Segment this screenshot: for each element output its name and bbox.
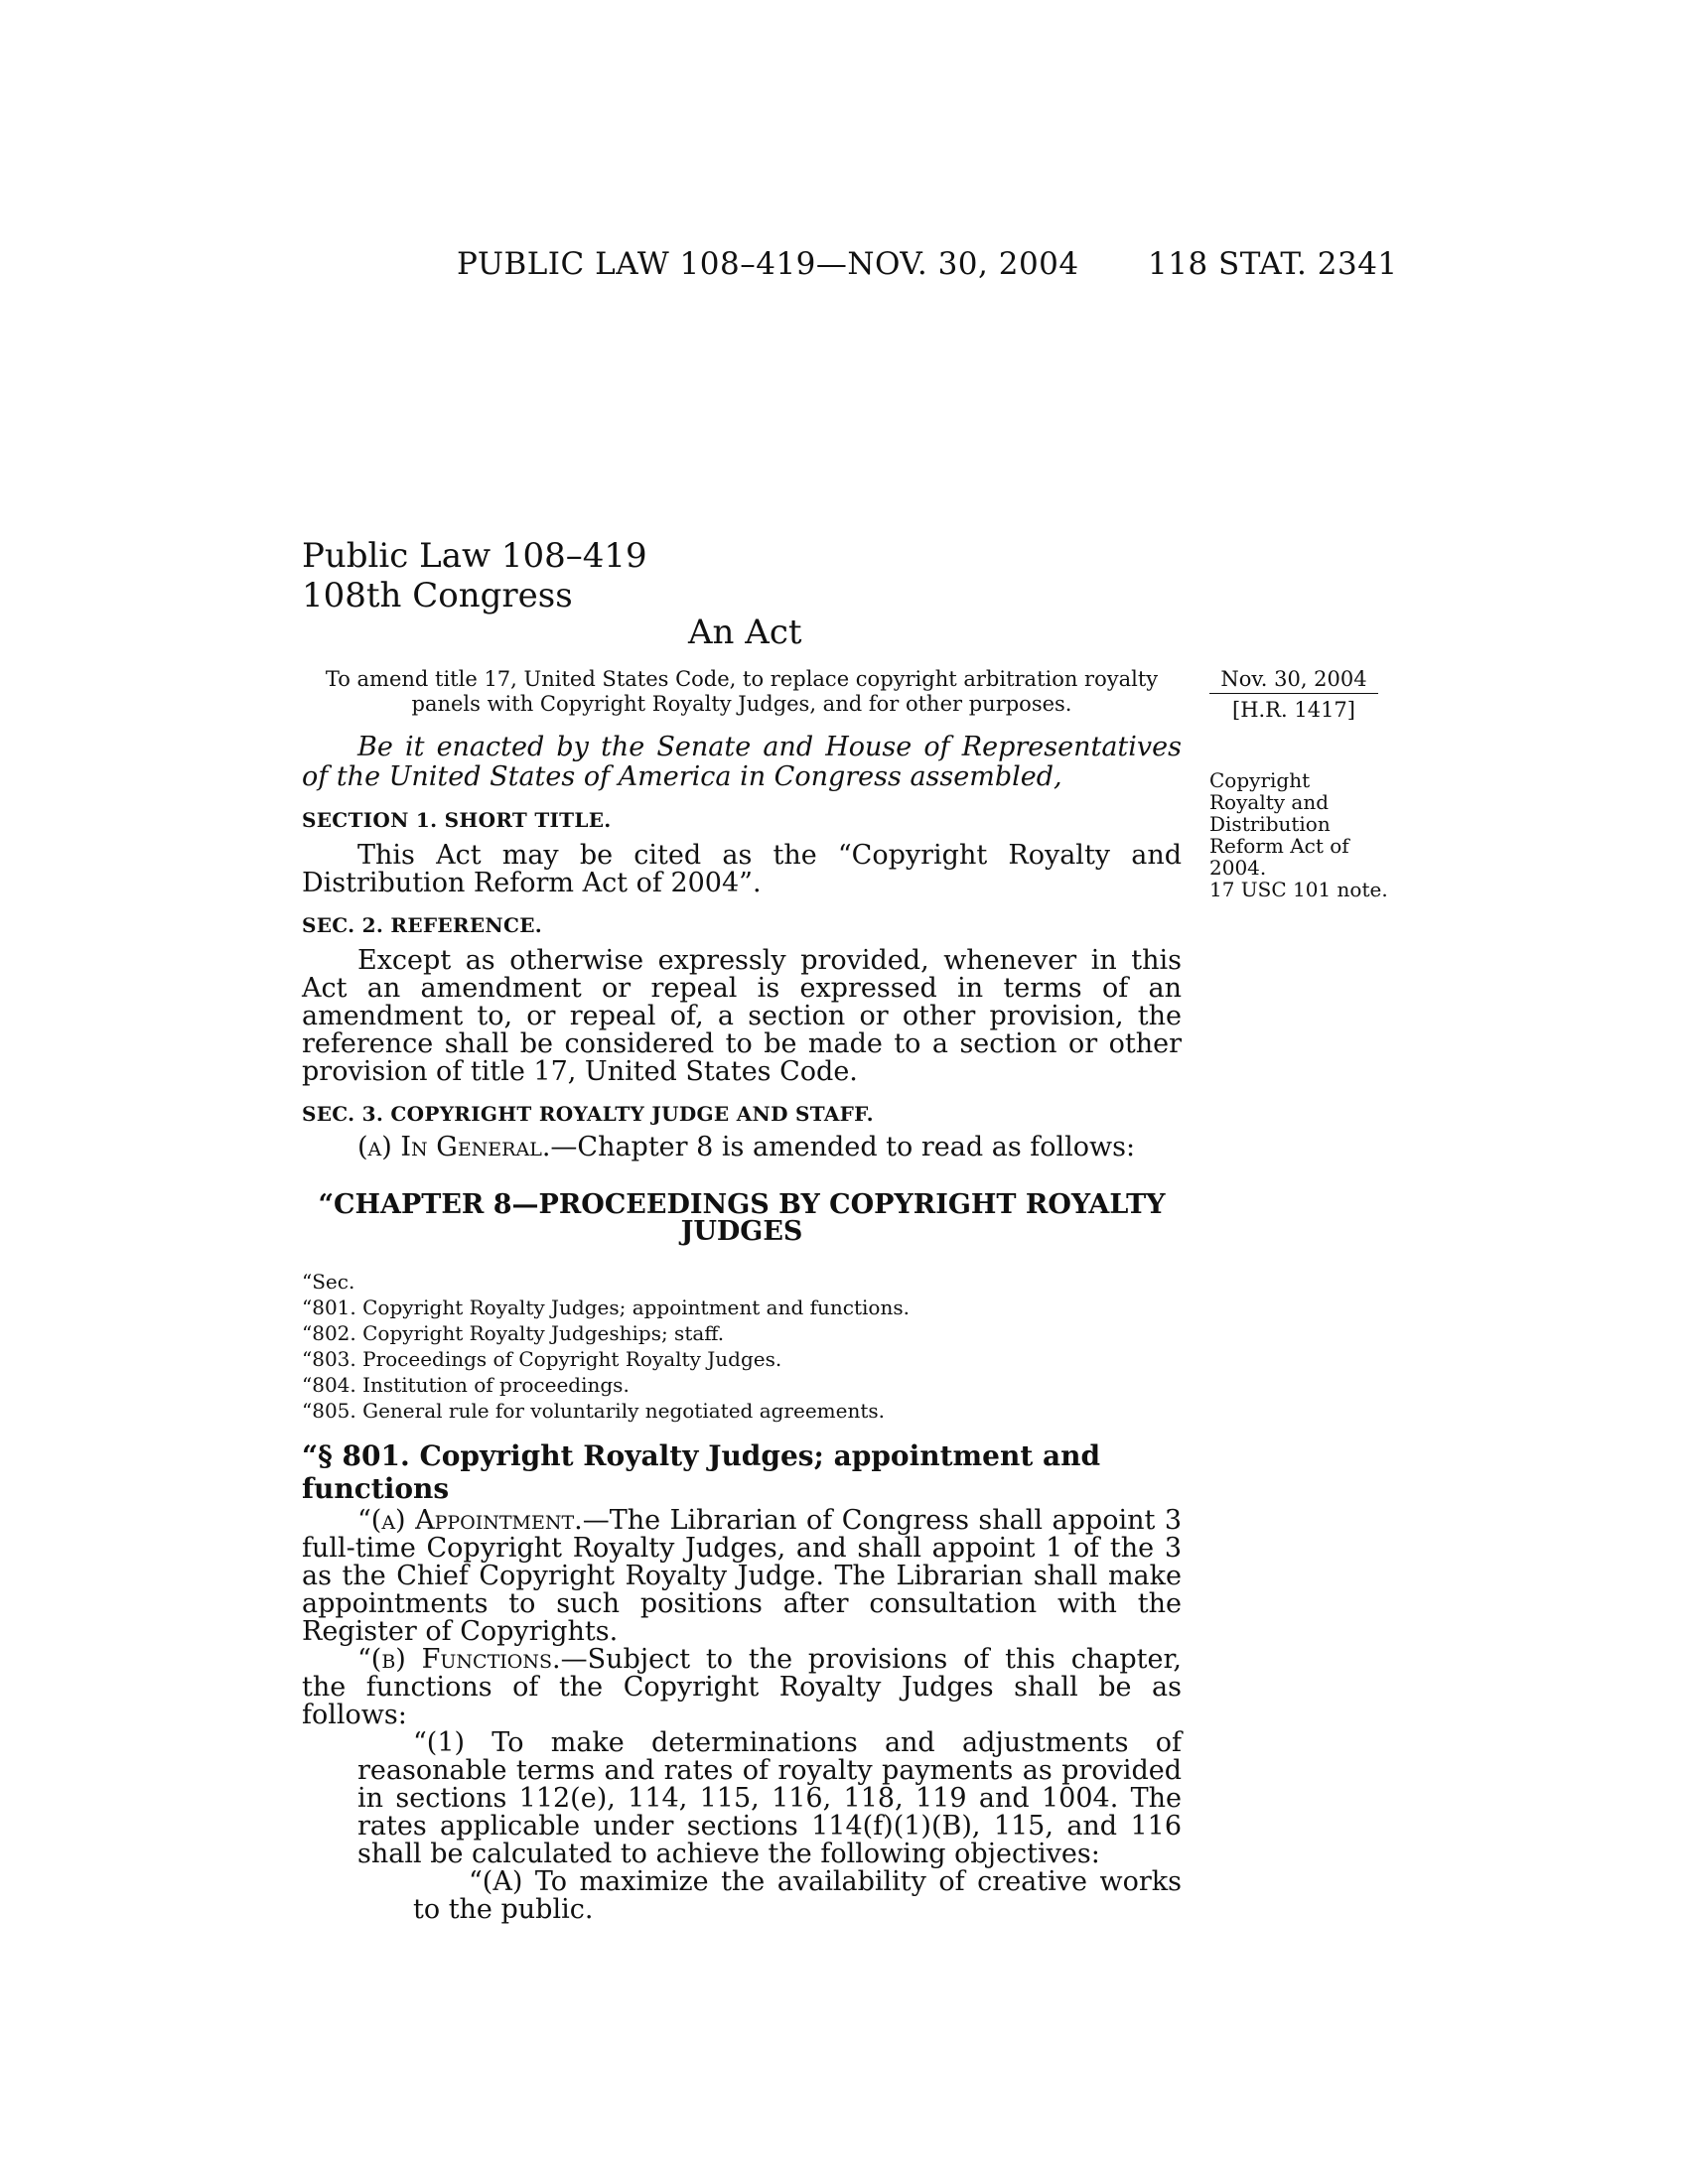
margin-note (1209, 769, 1408, 900)
congress-number: 108th Congress (302, 576, 573, 615)
margin-note-line: Reform Act of (1209, 834, 1349, 858)
enacting-clause: Be it enacted by the Senate and House of Representatives of the United States of America in Congress assembled, (302, 732, 1182, 792)
section-801-b-text: —Subject to the provisions of this chapter, the functions of the Copyright Royalty Judges shall be as follows: (302, 1644, 1183, 1730)
section-801-b-1-A: “(A) To maximize the availability of creative works to the public. (413, 1866, 1182, 1925)
chapter-heading (302, 1191, 1182, 1245)
section-2-heading: SEC. 2. REFERENCE. (302, 913, 543, 937)
running-head: PUBLIC LAW 108–419—NOV. 30, 2004 (457, 246, 1079, 282)
section-1-heading: SECTION 1. SHORT TITLE. (302, 808, 612, 832)
section-2-text: Except as otherwise expressly provided, whenever in this Act an amendment or repeal is expressed in terms of an amendment to, or repeal of, a section or other provision, the reference shall be considered to be made to a section or other provision of title 17, United States Code. (302, 945, 1182, 1087)
margin-date: Nov. 30, 2004 (1209, 667, 1378, 694)
margin-note-line: 17 USC 101 note. (1209, 878, 1388, 901)
section-801-a-text: —The Librarian of Congress shall appoint 3 full-time Copyright Royalty Judges, and shall appoint 1 of the 3 as the Chief Copyright Royalty Judge. The Librarian shall make appointments to such positions after consultation with the Register of Copyrights. (302, 1505, 1182, 1647)
toc-item: “801. Copyright Royalty Judges; appointment and functions. (302, 1296, 910, 1319)
chapter-table-of-contents (302, 1269, 1182, 1424)
statute-reference: 118 STAT. 2341 (1148, 246, 1398, 282)
section-801-b (302, 1646, 1182, 1729)
chapter-heading-line: JUDGES (680, 1216, 803, 1247)
subsection-a-label: (a) In General. (357, 1132, 551, 1162)
section-801-a (302, 1507, 1182, 1646)
law-title (302, 536, 647, 615)
margin-note-line: Copyright (1209, 768, 1311, 792)
toc-item: “803. Proceedings of Copyright Royalty Judges. (302, 1347, 782, 1371)
chapter-heading-line: “CHAPTER 8—PROCEEDINGS BY COPYRIGHT ROYALTY (318, 1189, 1166, 1220)
section-801-a-label: “(a) Appointment. (357, 1505, 583, 1536)
act-purpose: To amend title 17, United States Code, to replace copyright arbitration royalty panels with Copyright Royalty Judges, and for other purposes. (325, 667, 1159, 716)
margin-note-line: 2004. (1209, 856, 1267, 880)
toc-item: “802. Copyright Royalty Judgeships; staff. (302, 1321, 725, 1345)
subsection-a-text: —Chapter 8 is amended to read as follows: (550, 1132, 1136, 1162)
section-801-b-1: “(1) To make determinations and adjustments of reasonable terms and rates of royalty payments as provided in sections 112(e), 114, 115, 116, 118, 119 and 1004. The rates applicable under sections 114(f)(1)(B), 115, and 116 shall be calculated to achieve the following objectives: (357, 1727, 1182, 1869)
law-number: Public Law 108–419 (302, 536, 647, 576)
act-label: An Act (688, 613, 802, 652)
section-1-text: This Act may be cited as the “Copyright Royalty and Distribution Reform Act of 2004”. (302, 840, 1182, 898)
margin-note-line: Royalty and (1209, 790, 1330, 814)
margin-note-line: Distribution (1209, 812, 1331, 836)
section-3-subsection-a (302, 1134, 1182, 1161)
body-column (302, 733, 1182, 1924)
section-801-b-label: “(b) Functions. (357, 1644, 561, 1675)
section-801-heading: “§ 801. Copyright Royalty Judges; appointment and functions (302, 1439, 1101, 1505)
toc-item: “804. Institution of proceedings. (302, 1373, 630, 1397)
section-3-heading: SEC. 3. COPYRIGHT ROYALTY JUDGE AND STAFF. (302, 1102, 874, 1126)
toc-sec-label: “Sec. (302, 1270, 355, 1294)
toc-item: “805. General rule for voluntarily negotiated agreements. (302, 1399, 885, 1423)
margin-bill-number: [H.R. 1417] (1232, 698, 1355, 722)
